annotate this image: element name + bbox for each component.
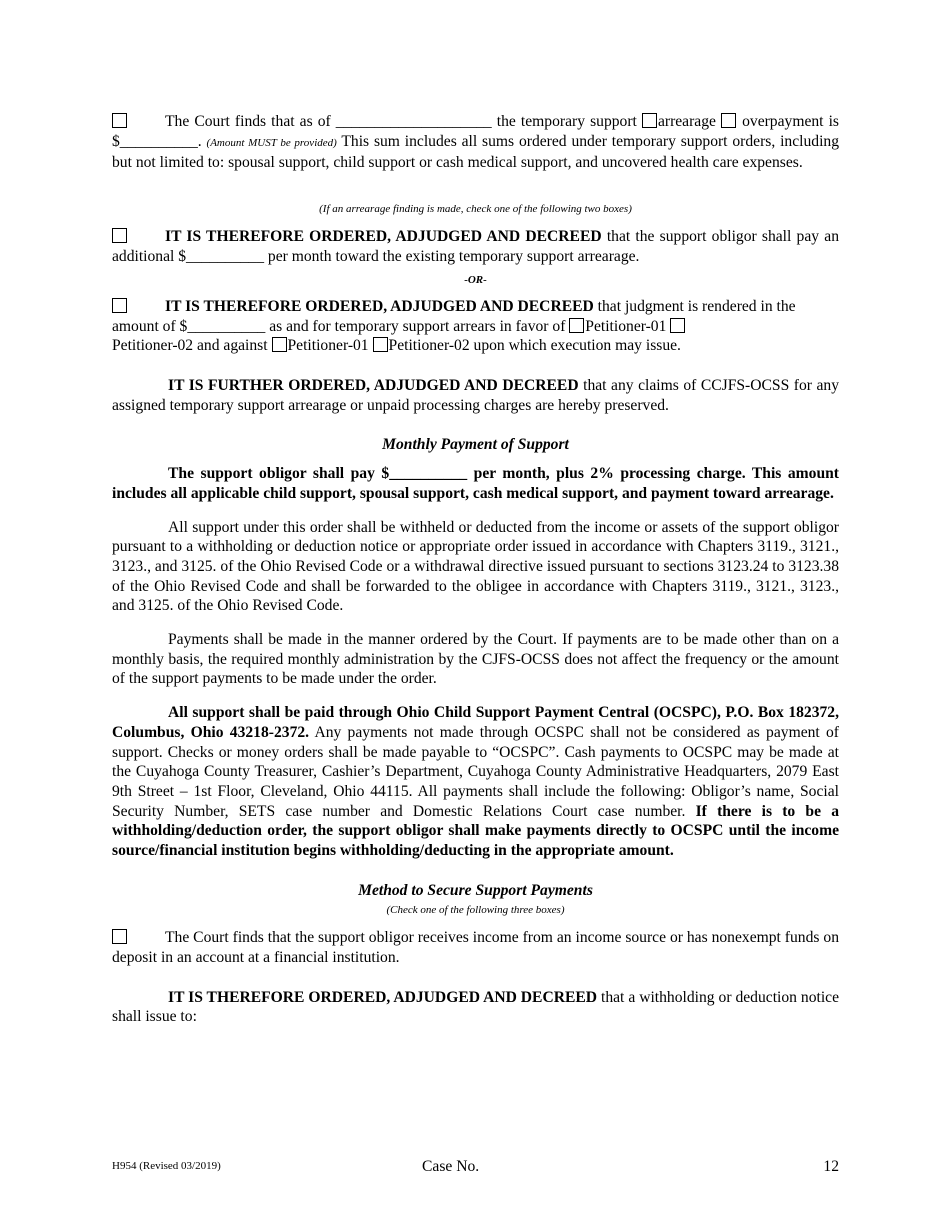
ocspc-paragraph	[112, 703, 839, 861]
order-heading: IT IS THEREFORE ORDERED, ADJUDGED AND DECREED	[165, 227, 602, 245]
petitioner-02-against-checkbox[interactable]	[373, 337, 388, 352]
withholding-notice-text: that a withholding or deduction notice shall issue to:	[112, 988, 839, 1026]
petitioner-02-against-label: Petitioner-02 upon which execution may issue.	[388, 337, 681, 355]
payment-manner-paragraph: Payments shall be made in the manner ordered by the Court. If payments are to be made other than on a monthly basis, the required monthly administration by the CJFS-OCSS does not affect the frequency or the amount of the support payments to be made under the order.	[112, 631, 839, 688]
income-source-checkbox[interactable]	[112, 929, 127, 944]
income-source-text: The Court finds that the support obligor receives income from an income source or has nonexempt funds on deposit in an account at a financial institution.	[112, 929, 839, 966]
order-heading: IT IS THEREFORE ORDERED, ADJUDGED AND DECREED	[165, 297, 594, 315]
arrearage-note: (If an arrearage finding is made, check one of the following two boxes)	[319, 203, 632, 216]
order-heading: IT IS THEREFORE ORDERED, ADJUDGED AND DECREED	[168, 988, 598, 1006]
page-footer	[112, 1158, 839, 1178]
petitioner-01-against-label: Petitioner-01	[287, 337, 373, 355]
petitioner-01-against-checkbox[interactable]	[272, 337, 287, 352]
income-source-finding	[112, 928, 839, 967]
withholding-notice-order	[112, 988, 839, 1027]
judgment-order	[112, 297, 839, 356]
finding-text-2: the temporary support	[491, 113, 642, 130]
overpayment-checkbox[interactable]	[721, 113, 736, 128]
ocspc-text: Any payments not made through OCSPC shall not be considered as payment of support. Checks or money orders shall be made payable to “OCSPC”. Cash payments to OCSPC may be made at the Cuyahoga County Treasurer, Cashier’s Department, Cuyahoga County Administrative Headquarters, 2079 East 9th Street – 1st Floor, Cleveland, Ohio 44115. All payments shall include the following: Obligor’s name, Social Security Number, SETS case number and Domestic Relations Court case number.	[112, 723, 839, 820]
finding-text-1: The Court finds that as of	[165, 113, 336, 130]
or-separator: -OR-	[464, 274, 487, 287]
additional-payment-text: that the support obligor shall pay an additional $__________ per month toward the existing temporary support arrearage.	[112, 227, 839, 265]
method-heading: Method to Secure Support Payments	[358, 881, 593, 899]
petitioner-02-label: Petitioner-02 and against	[112, 337, 272, 355]
monthly-payment-heading: Monthly Payment of Support	[382, 436, 569, 454]
temporary-support-finding	[112, 112, 839, 173]
page-number: 12	[823, 1158, 839, 1175]
payment-amount-paragraph: The support obligor shall pay $__________ per month, plus 2% processing charge. This amount includes all applicable child support, spousal support, cash medical support, and payment toward arrearage.	[112, 465, 839, 502]
case-number-label: Case No.	[422, 1158, 480, 1175]
document-body	[112, 112, 839, 1027]
arrearage-checkbox[interactable]	[642, 113, 657, 128]
judgment-checkbox[interactable]	[112, 298, 127, 313]
judgment-text: that judgment is rendered in the amount of $__________ as and for temporary support arrears in favor of	[112, 297, 796, 335]
additional-payment-checkbox[interactable]	[112, 228, 127, 243]
finding-text-3: This sum includes all sums ordered under temporary support orders, including but not limited to: spousal support, child support or cash medical support, and uncovered health care expenses.	[112, 132, 839, 172]
withholding-paragraph: All support under this order shall be withheld or deducted from the income or assets of the support obligor pursuant to a withholding or deduction notice or appropriate order issued in accordance with Chapters 3119., 3121., 3123., and 3125. of the Ohio Revised Code or a withdrawal directive issued pursuant to sections 3123.24 to 3123.38 of the Ohio Revised Code and shall be forwarded to the obligee in accordance with Chapters 3119., 3121., 3123., and 3125. of the Ohio Revised Code.	[112, 518, 839, 615]
additional-payment-order	[112, 227, 839, 266]
overpayment-text: overpayment is $__________.	[112, 113, 839, 150]
form-id: H954 (Revised 03/2019)	[112, 1160, 221, 1172]
further-order-text: that any claims of CCJFS-OCSS for any assigned temporary support arrearage or unpaid processing charges are hereby preserved.	[112, 377, 839, 414]
further-order	[112, 376, 839, 415]
ocspc-withholding-note: If there is to be a withholding/deduction order, the support obligor shall make payments directly to OCSPC until the income source/financial institution begins withholding/deducting in the appropriate amount.	[112, 802, 839, 860]
method-note: (Check one of the following three boxes)	[386, 903, 565, 916]
petitioner-01-label: Petitioner-01	[585, 317, 671, 335]
petitioner-01-favor-checkbox[interactable]	[569, 318, 584, 333]
date-blank: ____________________	[335, 113, 492, 130]
order-heading: IT IS FURTHER ORDERED, ADJUDGED AND DECREED	[168, 377, 579, 395]
ocspc-address: All support shall be paid through Ohio Child Support Payment Central (OCSPC), P.O. Box 182372, Columbus, Ohio 43218-2372.	[112, 704, 839, 741]
arrearage-label: arrearage	[657, 113, 716, 130]
finding-checkbox[interactable]	[112, 113, 127, 128]
petitioner-02-favor-checkbox[interactable]	[670, 318, 685, 333]
amount-note: (Amount MUST be provided)	[206, 136, 337, 149]
